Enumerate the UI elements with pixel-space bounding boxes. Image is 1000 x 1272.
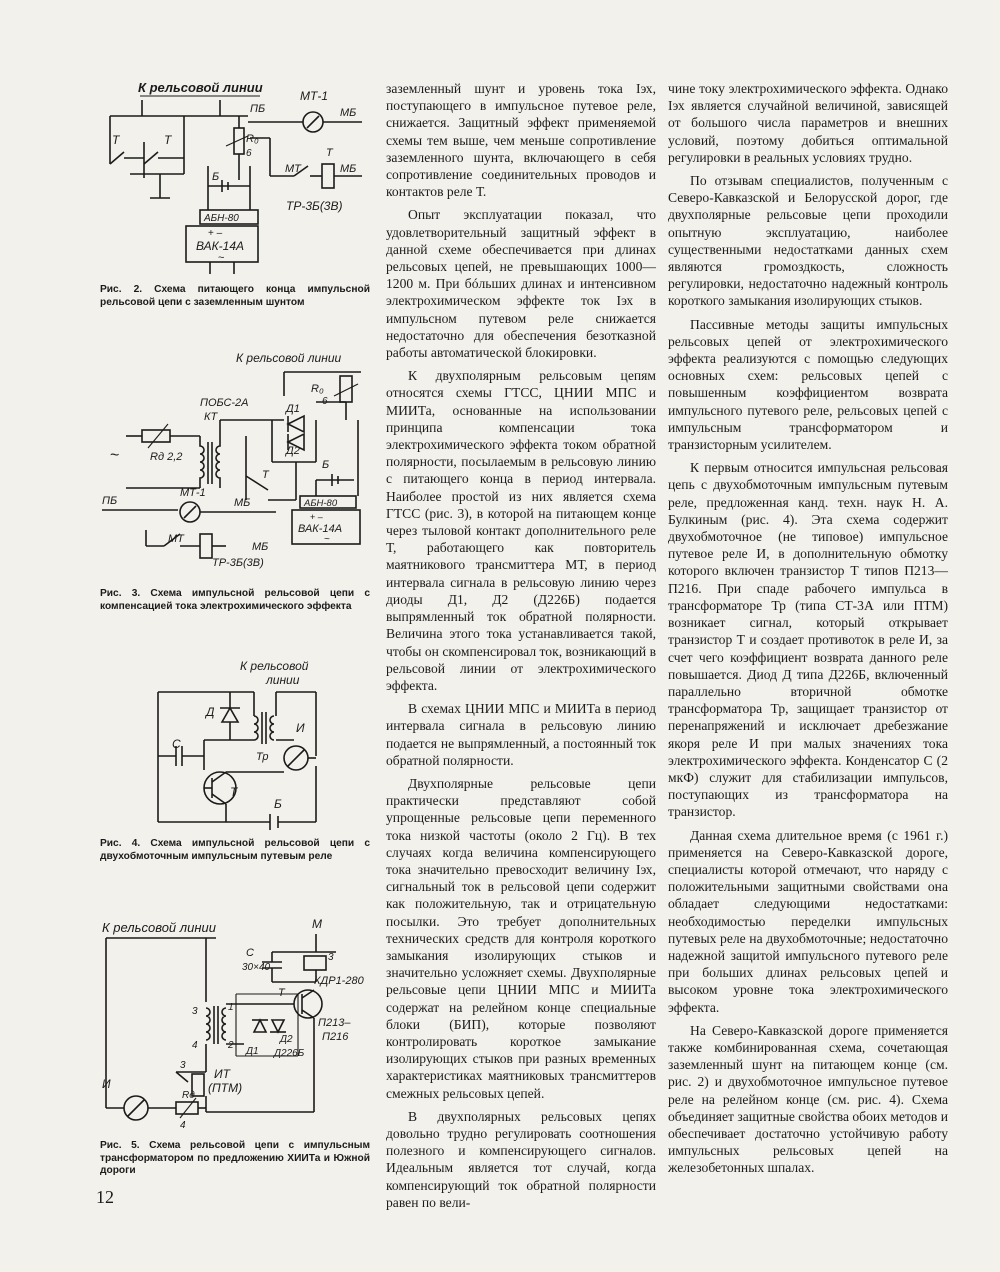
fig3-label-vak: ВАК-14А (298, 523, 343, 535)
fig4-label-d: Д (206, 705, 215, 719)
paragraph: В схемах ЦНИИ МПС и МИИТа в период интервала сигнала в рельсовую линию подается не выпрямленный, а постоянный ток обратной полярности. (386, 701, 656, 768)
figure-4-schematic (150, 656, 370, 836)
fig3-label-abn: АБН-80 (304, 498, 338, 509)
figure-2-schematic (100, 78, 372, 278)
fig2-label-t1: Т (112, 133, 120, 147)
paragraph: К первым относится импульсная рельсовая цепь с двухобмоточным импульсным путевым реле, предложенная канд. техн. наук Н. А. Булкиным (рис. 4). Эта схема содержит двухобмоточное (не типовое) импульсное путевое реле И, в дополнительную обмотку которого включен транзистор Т типов П213—П216. При спаде рабочего импульса в трансформаторе Тр (типа СТ-3А или ПТМ) возникает сигнал, который открывает транзистор Т и создает противоток в реле И, за счет чего коэффициент возврата данного реле повышается. Диод Д типа Д226Б, включенный параллельно вторичной обмотке трансформатора Тр, защищает транзистор от перенапряжений и исключает дребезжание якоря реле И при малых значениях тока электрохимического эффекта. Конденсатор С (2 мкФ) служит для стабилизации импульсов, поступающих из трансформатора на транзистор. (668, 460, 948, 820)
svg-text:~: ~ (218, 252, 225, 264)
paragraph: На Северо-Кавказской дороге применяется также комбинированная схема, сочетающая заземленный шунт на питающем конце (см. рис. 2) и двухобмоточное импульсное путевое реле на релейном конце (см. рис. 4). Схема объединяет защитные свойства обоих методов и обеспечивает достаточно устойчивую работу импульсных рельсовых цепей на железобетонных шпалах. (668, 1022, 948, 1176)
fig3-label-d2: Д2 (286, 445, 300, 457)
fig2-label-mb: МБ (340, 107, 357, 119)
fig3-label-pb: ПБ (102, 495, 118, 507)
fig2-label-t3: Т (326, 147, 333, 159)
fig5-label-kdr: КДР1-280 (314, 975, 364, 987)
fig2-label-six: 6 (246, 148, 252, 159)
paragraph: Пассивные методы защиты импульсных рельсовых цепей от электрохимического эффекта реализуются с помощью следующих основных схем: рельсовых цепей с повышенным коэффициентом возврата импульсного путевого реле, рельсовых цепей с импульсным трансформатором и транзисторным усилителем. (668, 316, 948, 453)
figure-3-schematic (96, 350, 376, 580)
fig5-label-n3b: 3 (180, 1060, 186, 1071)
fig4-label-c: С (172, 737, 181, 751)
fig5-label-it: ИТ (214, 1067, 230, 1081)
fig3-label-t: Т (262, 469, 269, 481)
fig2-label-t2: Т (164, 133, 172, 147)
fig5-label-ptm: (ПТМ) (208, 1081, 243, 1095)
paragraph: Опыт эксплуатации показал, что удовлетворительный защитный эффект в данной схеме обеспечивается при длинах рельсовых цепей, не превышающих 1000—1200 м. При бóльших длинах и интенсивном электрохимическом эффекте ток Iэх в импульсном путевом реле снижается недостаточно для обеспечения безотказной работы автоматической блокировки. (386, 207, 656, 361)
fig5-label-p: П213– (318, 1017, 351, 1029)
fig5-label-d226: Д226Б (274, 1048, 305, 1059)
fig3-label-b: Б (322, 459, 330, 471)
fig3-label-line: К рельсовой линии (236, 351, 342, 365)
fig3-label-ro: R₀ (311, 383, 324, 395)
fig3-label-mt: МТ (168, 533, 184, 545)
fig5-label-n1: 1 (228, 1002, 234, 1013)
fig3-label-mb: МБ (234, 497, 251, 509)
fig5-label-rd: Rд (182, 1090, 195, 1101)
fig2-label-b: Б (212, 171, 220, 183)
fig4-label-line2: линии (266, 673, 300, 687)
fig3-label-mt1: МТ-1 (180, 487, 206, 499)
fig5-label-d1: Д1 (246, 1046, 259, 1057)
fig3-label-mb2: МБ (252, 541, 269, 553)
fig3-label-six: 6 (322, 396, 328, 407)
figure-5-schematic (96, 912, 366, 1132)
fig3-label-kt: КТ (204, 411, 218, 423)
fig5-label-n4b: 4 (180, 1120, 186, 1131)
fig4-label-t: Т (230, 785, 238, 799)
fig3-label-pobs: ПОБС-2А (200, 397, 249, 409)
fig4-label-i: И (296, 721, 305, 735)
paragraph: К двухполярным рельсовым цепям относятся схемы ГТСС, ЦНИИ МПС и МИИТа, основанные на использовании принципа компенсации тока электрохимического эффекта током обратной полярности, посылаемым в рельсовую линию с питающего конца в период интервала. Наиболее простой из них является схема ГТСС (рис. 3), в которой на питающем конце через тыловой контакт дополнительного реле Т, работающего как повторитель маятникового трансмиттера МТ, в период интервала сигнала в рельсовую линию через диоды Д1, Д2 (Д226Б) подается выпрямленный ток обратной полярности. Величина этого тока устанавливается такой, чтобы он скомпенсировал ток, возникающий в рельсовой линии от электрохимического эффекта. (386, 368, 656, 693)
page-number: 12 (96, 1187, 114, 1207)
fig2-label-mb2: МБ (340, 163, 357, 175)
paragraph: Данная схема длительное время (с 1961 г.) применяется на Северо-Кавказской дороге, специалисты которой отмечают, что наряду с положительными защитными свойствами она обладает следующими недостатками: необходимостью переделки импульсных путевых реле на двухобмоточные; недостаточно надежной защитой импульсного путевого реле при больших длинах рельсовых цепей и высоком уровне тока электрохимического эффекта. (668, 827, 948, 1015)
svg-text:~: ~ (324, 534, 330, 545)
fig5-label-n2: 2 (228, 1040, 234, 1051)
fig2-label-abn: АБН-80 (204, 213, 239, 224)
figure-2-caption: Рис. 2. Схема питающего конца импульсной рельсовой цепи с заземленным шунтом (100, 284, 370, 308)
paragraph: По отзывам специалистов, полученным с Северо-Кавказской и Белорусской дорог, где двухполярные рельсовые цепи проходили опытную эксплуатацию, наиболее существенными недостатками данных схем являются громоздкость, сложность регулировки, недостаточно надежный контроль короткого замыкания изолирующих стыков. (668, 173, 948, 309)
fig2-label-vak: ВАК-14А (196, 239, 245, 253)
fig5-label-t: Т (278, 987, 285, 999)
fig5-label-cval: 30×40 (242, 962, 271, 973)
paragraph: В двухполярных рельсовых цепях довольно трудно регулировать соотношения полезного и компенсирующего сигналов. Идеальным является тот случай, когда компенсирующий ток обратной полярности равен по вели- (386, 1108, 656, 1210)
text-column-right (668, 80, 948, 1183)
fig5-label-n4: 4 (192, 1040, 198, 1051)
fig5-label-c: С (246, 947, 254, 959)
text-column-middle (386, 80, 656, 1217)
fig2-label-tr: ТР-3Б(3В) (286, 199, 343, 213)
fig3-label-rd: Rд 2,2 (150, 451, 183, 463)
fig5-label-line: К рельсовой линии (102, 920, 216, 935)
fig3-label-d1: Д1 (286, 403, 300, 415)
fig4-label-b: Б (274, 797, 282, 811)
fig4-label-tr: Тр (256, 751, 269, 763)
fig5-label-n3: 3 (192, 1006, 198, 1017)
fig4-label-line1: К рельсовой (240, 659, 309, 673)
fig2-label-line: К рельсовой линии (138, 80, 263, 95)
fig5-label-m: М (312, 917, 322, 931)
fig2-label-ro: R₀ (246, 133, 259, 145)
paragraph: заземленный шунт и уровень тока Iэх, поступающего в импульсное путевое реле, снижается. Защитный эффект применяемой схемы тем выше, чем меньше сопротивление заземленного шунта, включающего в себя сопротивление соединительных проводов и контактов реле Т. (386, 81, 656, 200)
fig5-label-d2: Д2 (280, 1034, 293, 1045)
svg-text:+ –: + – (310, 512, 323, 522)
paragraph: Двухполярные рельсовые цепи практически представляют собой упрощенные рельсовые цепи переменного тока низкой частоты (около 2 Гц). В тех случаях когда величина компенсирующего тока значительно превосходит величину Iэх, сигнальный ток в рельсовой цепи содержит как положительную, так и отрицательную посылки. Это требует дополнительных технических средств для контроля короткого замыкания изолирующих стыков и значительно усложняет схемы. Двухполярные рельсовые цепи ЦНИИ МПС и МИИТа содержат на релейном конце специальные блоки (БИП), которые позволяют контролировать короткое замыкание изолирующих стыков при разных временных характеристиках маятниковых трансмиттеров смежных рельсовых цепей. (386, 775, 656, 1101)
fig5-label-three: 3 (328, 952, 334, 963)
fig2-label-pb: ПБ (250, 103, 266, 115)
fig5-label-i: И (102, 1077, 111, 1091)
fig2-label-mt: МТ (285, 163, 301, 175)
svg-text:+ –: + – (208, 228, 223, 239)
figure-5-caption: Рис. 5. Схема рельсовой цепи с импульсным трансформатором по предложению ХИИТа и Южной дороги (100, 1140, 370, 1176)
fig3-label-tr: ТР-3Б(3В) (212, 557, 264, 569)
figure-4-caption: Рис. 4. Схема импульсной рельсовой цепи с двухобмоточным импульсным путевым реле (100, 838, 370, 862)
paragraph: чине току электрохимического эффекта. Однако Iэх является случайной величиной, зависящей от большого числа параметров и внешних условий, поэтому добиться оптимальной регулировки в реальных условиях трудно. (668, 81, 948, 165)
fig5-label-p2: П216 (322, 1031, 349, 1043)
svg-text:~: ~ (110, 447, 120, 464)
fig2-label-mt1: МТ-1 (300, 89, 328, 103)
figure-3-caption: Рис. 3. Схема импульсной рельсовой цепи с компенсацией тока электрохимического эффекта (100, 588, 370, 612)
